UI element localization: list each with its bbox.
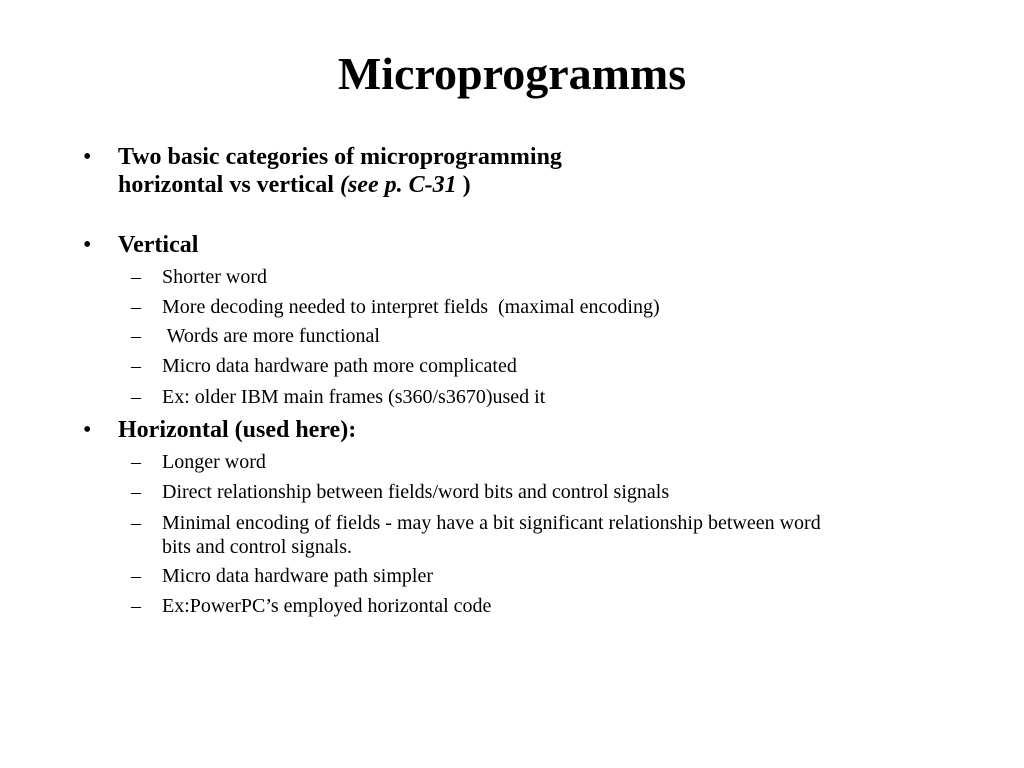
bullet-marker: •: [83, 417, 92, 443]
dash-marker: –: [131, 512, 141, 534]
horizontal-item-powerpc: [131, 594, 492, 618]
bullet-horizontal: [83, 416, 357, 444]
horizontal-item-text: Longer word: [162, 451, 266, 473]
dash-marker: –: [131, 296, 141, 318]
bullet-categories-line2-main: horizontal vs vertical: [118, 172, 340, 198]
vertical-item-text: Words are more functional: [162, 325, 380, 347]
dash-marker: –: [131, 595, 141, 617]
vertical-item-more-decoding: [131, 295, 660, 319]
horizontal-item-text: Ex:PowerPC’s employed horizontal code: [162, 595, 492, 617]
vertical-item-text: Ex: older IBM main frames (s360/s3670)used it: [162, 386, 546, 408]
vertical-item-text: More decoding needed to interpret fields (maximal encoding): [162, 296, 660, 318]
bullet-marker: •: [83, 232, 92, 258]
vertical-item-shorter-word: [131, 265, 267, 289]
vertical-item-text: Shorter word: [162, 266, 267, 288]
page-reference-close: ): [462, 172, 471, 198]
horizontal-item-text: Micro data hardware path simpler: [162, 565, 434, 587]
dash-marker: –: [131, 451, 141, 473]
bullet-categories-line1: Two basic categories of microprogramming: [118, 144, 562, 170]
bullet-vertical: [83, 231, 199, 259]
horizontal-item-longer-word: [131, 450, 266, 474]
horizontal-item-direct-relationship: [131, 480, 670, 504]
bullet-categories-line2: [118, 171, 562, 199]
dash-marker: –: [131, 266, 141, 288]
horizontal-item-minimal-encoding: [131, 511, 821, 559]
horizontal-item-text-line2: bits and control signals.: [162, 536, 352, 558]
horizontal-item-text: Direct relationship between fields/word bits and control signals: [162, 481, 670, 503]
bullet-vertical-label: Vertical: [118, 232, 199, 258]
bullet-marker: •: [83, 144, 92, 170]
dash-marker: –: [131, 386, 141, 408]
dash-marker: –: [131, 565, 141, 587]
horizontal-item-text-line1: Minimal encoding of fields - may have a bit significant relationship between word: [162, 512, 821, 534]
vertical-item-complicated: [131, 354, 517, 378]
vertical-item-ibm: [131, 385, 546, 409]
dash-marker: –: [131, 325, 141, 347]
slide-title: Microprogramms: [337, 48, 687, 99]
dash-marker: –: [131, 481, 141, 503]
vertical-item-text: Micro data hardware path more complicated: [162, 355, 517, 377]
bullet-categories: [83, 143, 562, 199]
dash-marker: –: [131, 355, 141, 377]
horizontal-item-simpler: [131, 564, 434, 588]
vertical-item-functional: [131, 324, 380, 348]
page-reference: (see p. C-31: [339, 172, 463, 198]
bullet-horizontal-label: Horizontal (used here):: [118, 417, 357, 443]
